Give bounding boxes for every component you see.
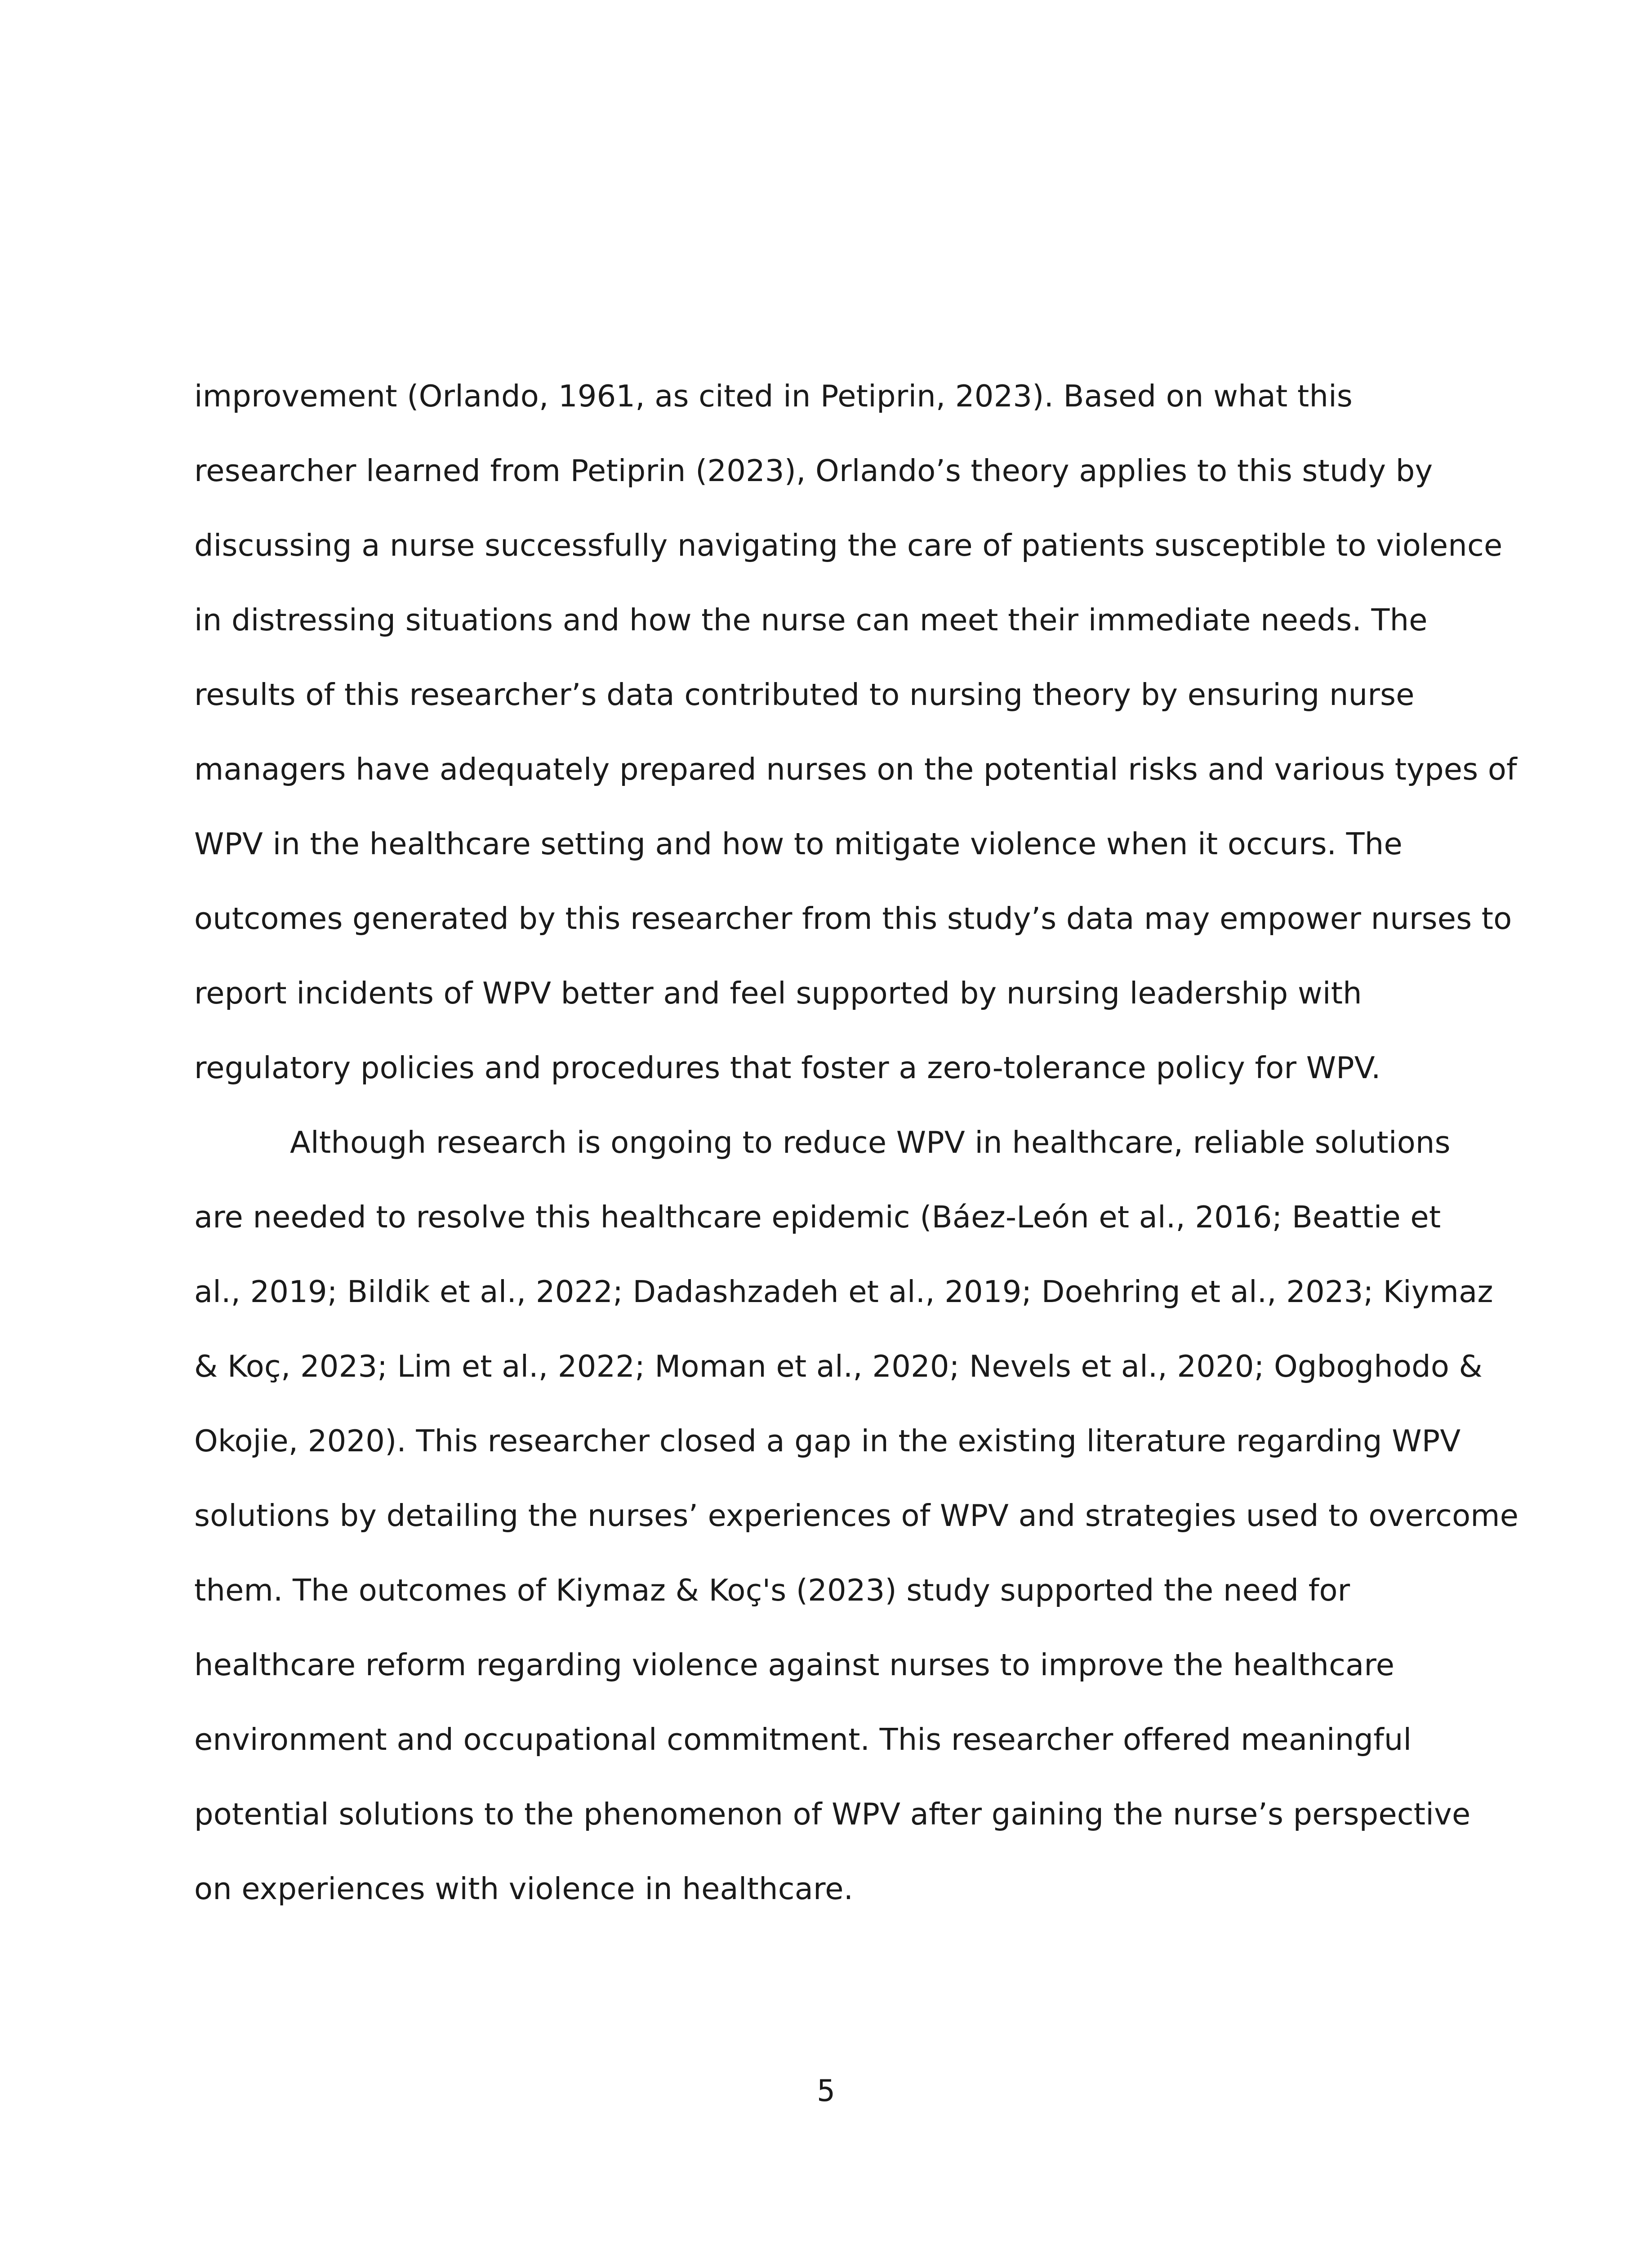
paragraph-2-line-11: on experiences with violence in healthcare. xyxy=(194,1871,854,1906)
paragraph-2-line-2: are needed to resolve this healthcare epidemic (Báez-León et al., 2016; Beattie et xyxy=(194,1200,1441,1235)
paragraph-2-line-7: them. The outcomes of Kiymaz & Koç's (2023) study supported the need for xyxy=(194,1573,1350,1608)
paragraph-2-line-9: environment and occupational commitment. This researcher offered meaningful xyxy=(194,1722,1412,1757)
body-text xyxy=(194,359,1519,1926)
paragraph-1-line-2: researcher learned from Petiprin (2023), Orlando’s theory applies to this study by xyxy=(194,453,1433,488)
paragraph-2-line-4: & Koç, 2023; Lim et al., 2022; Moman et al., 2020; Nevels et al., 2020; Ogboghodo & xyxy=(194,1349,1483,1384)
page-number: 5 xyxy=(817,2073,835,2108)
paragraph-2-line-1: Although research is ongoing to reduce WPV in healthcare, reliable solutions xyxy=(290,1125,1451,1160)
paragraph-1-line-4: in distressing situations and how the nurse can meet their immediate needs. The xyxy=(194,602,1428,638)
paragraph-2-line-3: al., 2019; Bildik et al., 2022; Dadashzadeh et al., 2019; Doehring et al., 2023; Kiymaz xyxy=(194,1274,1493,1309)
paragraph-1-line-1: improvement (Orlando, 1961, as cited in Petiprin, 2023). Based on what this xyxy=(194,379,1353,414)
paragraph-2-line-6: solutions by detailing the nurses’ experiences of WPV and strategies used to overcome xyxy=(194,1498,1519,1533)
paragraph-2-line-5: Okojie, 2020). This researcher closed a gap in the existing literature regarding WPV xyxy=(194,1423,1461,1459)
paragraph-1-line-6: managers have adequately prepared nurses on the potential risks and various types of xyxy=(194,752,1517,787)
paragraph-1-line-8: outcomes generated by this researcher from this study’s data may empower nurses to xyxy=(194,901,1512,936)
paragraph-1-line-10: regulatory policies and procedures that foster a zero-tolerance policy for WPV. xyxy=(194,1050,1381,1085)
paragraph-2-line-8: healthcare reform regarding violence against nurses to improve the healthcare xyxy=(194,1647,1395,1682)
paragraph-1-line-7: WPV in the healthcare setting and how to mitigate violence when it occurs. The xyxy=(194,826,1403,861)
paragraph-1-line-5: results of this researcher’s data contributed to nursing theory by ensuring nurse xyxy=(194,677,1415,712)
paragraph-2-line-10: potential solutions to the phenomenon of WPV after gaining the nurse’s perspective xyxy=(194,1797,1471,1832)
paragraph-1-line-9: report incidents of WPV better and feel supported by nursing leadership with xyxy=(194,976,1362,1011)
paragraph-1-line-3: discussing a nurse successfully navigating the care of patients susceptible to violence xyxy=(194,528,1503,563)
